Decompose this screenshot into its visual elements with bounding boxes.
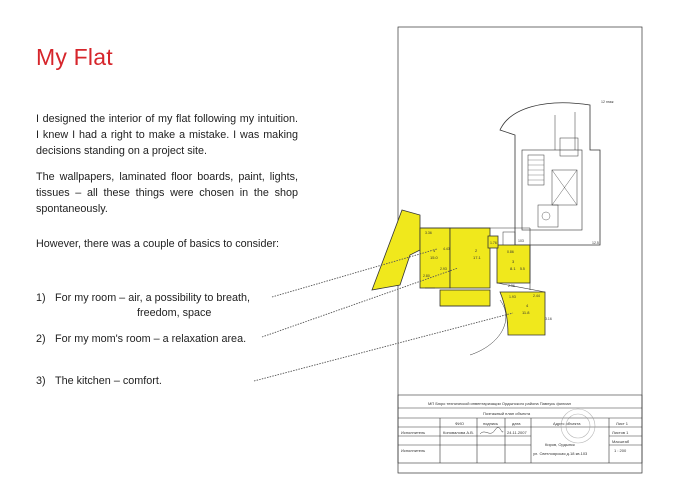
sheets-count: Листов 1 [612,430,629,435]
dimension: 12.5 [592,241,599,245]
dimension: 4.43 [443,247,450,251]
row1-date: 24.11.2007 [507,430,527,435]
col-address: Адрес объекта [553,421,581,426]
dimension: 2.36 [508,284,515,288]
row2-role: Исполнитель [401,448,426,453]
dimension: 1.76 [490,241,497,245]
list-item-number: 3) [36,375,46,387]
materials-paragraph: The wallpapers, laminated floor boards, paint, lights, tissues – all these things were chosen in the shop spontaneously. [36,171,298,215]
dimension: 3.36 [425,231,432,235]
room-2 [450,228,490,288]
scale-label: Масштаб [612,439,630,444]
row1-role: Исполнитель [401,430,426,435]
dimension: 0.86 [507,250,514,254]
intro-paragraph: I designed the interior of my flat following my intuition. I knew I had a right to make a mistake. I was making decisions standing on a project site. [36,113,298,157]
dimension: 2.80 [423,274,430,278]
col-fio: ФИО [455,421,465,426]
dimension: 2.44 [533,294,540,298]
room-area: 15.0 [430,255,438,260]
page-title: My Flat [36,44,113,70]
loggia [440,290,490,306]
col-date: дата [512,421,521,426]
floor-label: 12 этаж [601,100,614,104]
list-item-mom-room-text: For my mom's room – a relaxation area. [55,333,247,345]
room-area: 8.1 [510,266,516,271]
address-line1: Киров, Ордынск [545,442,575,447]
address-line2: ул. Светлоярская д.18 кв.103 [533,451,588,456]
list-item-number: 1) [36,292,46,304]
room-num: 1 [433,248,436,253]
list-item-number: 2) [36,333,46,345]
room-num: 4 [526,303,529,308]
scale-value: 1 : 200 [614,448,627,453]
col-sheet: Лист 1 [616,421,629,426]
dimension: 3.16 [545,317,552,321]
room-area: 17.1 [473,255,481,260]
basics-paragraph: However, there was a couple of basics to consider: [36,238,280,250]
dimension: 1.93 [509,295,516,299]
list-item-room-text-cont: freedom, space [137,307,212,319]
room-area: 11.8 [522,310,530,315]
dimension: 2.93 [440,267,447,271]
titleblock-header: МП Бюро технической инвентаризации Ордынского района Павлусь филиал [428,401,572,406]
list-item-room-text: For my room – air, a possibility to breath, [55,292,251,304]
col-sign: подпись [483,421,499,426]
room-num: 3 [512,259,515,264]
list-item-kitchen-text: The kitchen – comfort. [55,375,162,387]
svg-text:103: 103 [518,239,524,243]
row1-name: Коновалова А.В. [443,430,474,435]
titleblock-subheader: Поэтажный план объекта [483,411,531,416]
room-num: 2 [475,248,478,253]
dimension: 5.5 [520,267,525,271]
